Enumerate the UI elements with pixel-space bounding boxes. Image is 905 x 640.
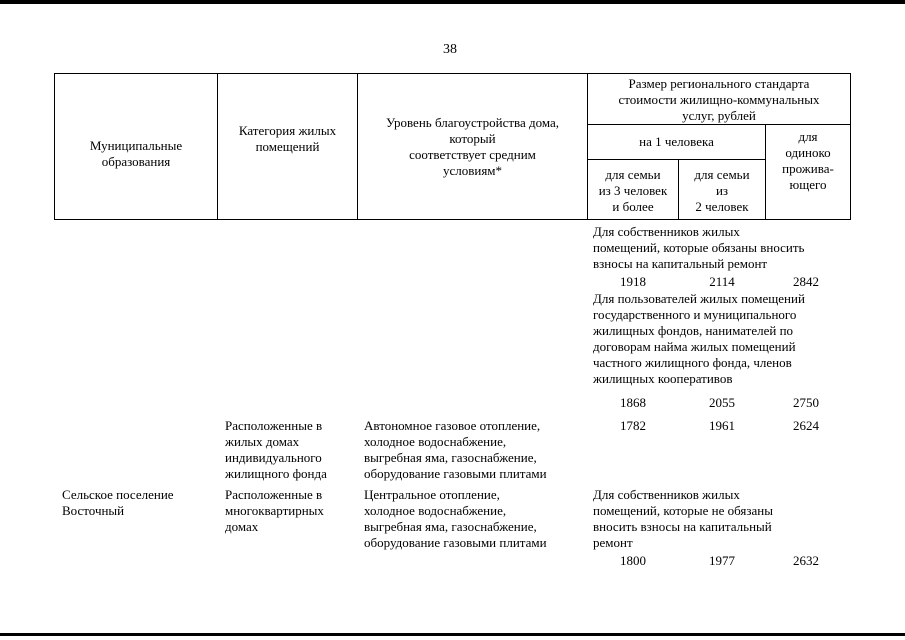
owners-obliged-family3: 1918 xyxy=(620,274,646,289)
owners-not-obliged-label: Для собственников жилых помещений, которые не обязаны вносить взносы на капитальный ремонт xyxy=(593,487,773,550)
owners-not-obliged-family3: 1800 xyxy=(620,553,646,568)
owners-obliged-label: Для собственников жилых помещений, которые обязаны вносить взносы на капитальный ремонт xyxy=(593,224,805,271)
owners-not-obliged-single: 2632 xyxy=(793,553,819,568)
row1-single: 2624 xyxy=(793,418,819,433)
row1-category: Расположенные в жилых домах индивидуального жилищного фонда xyxy=(225,418,327,481)
row2-category: Расположенные в многоквартирных домах xyxy=(225,487,324,534)
users-family2: 2055 xyxy=(709,395,735,410)
owners-obliged-family2: 2114 xyxy=(709,274,735,289)
header-single: для одиноко прожива- ющего xyxy=(782,129,834,192)
top-border xyxy=(0,0,905,4)
header-family-3: для семьи из 3 человек и более xyxy=(598,167,668,214)
bottom-border xyxy=(0,633,905,636)
header-level: Уровень благоустройства дома, который соответствует средним условиям* xyxy=(385,115,560,178)
owners-obliged-single: 2842 xyxy=(793,274,819,289)
users-single: 2750 xyxy=(793,395,819,410)
row1-family2: 1961 xyxy=(709,418,735,433)
page-number: 38 xyxy=(443,42,457,57)
header-per-person: на 1 человека xyxy=(639,134,714,149)
row1-family3: 1782 xyxy=(620,418,646,433)
header-family-2: для семьи из 2 человек xyxy=(694,167,750,214)
header-category: Категория жилых помещений xyxy=(238,123,337,154)
header-standard-size: Размер регионального стандарта стоимости жилищно-коммунальных услуг, рублей xyxy=(618,76,820,123)
owners-not-obliged-family2: 1977 xyxy=(709,553,735,568)
header-municipality: Муниципальные образования xyxy=(89,138,183,169)
users-family3: 1868 xyxy=(620,395,646,410)
row1-level: Автономное газовое отопление, холодное водоснабжение, выгребная яма, газоснабжение, оборудование газовыми плитами xyxy=(364,418,547,481)
row2-level: Центральное отопление, холодное водоснабжение, выгребная яма, газоснабжение, оборудование газовыми плитами xyxy=(364,487,547,550)
users-label: Для пользователей жилых помещений государственного и муниципального жилищных фондов, нанимателей по договорам найма жилых помещений частного жилищного фонда, членов жилищных кооперативов xyxy=(593,291,805,386)
municipality-name: Сельское поселение Восточный xyxy=(62,487,174,518)
